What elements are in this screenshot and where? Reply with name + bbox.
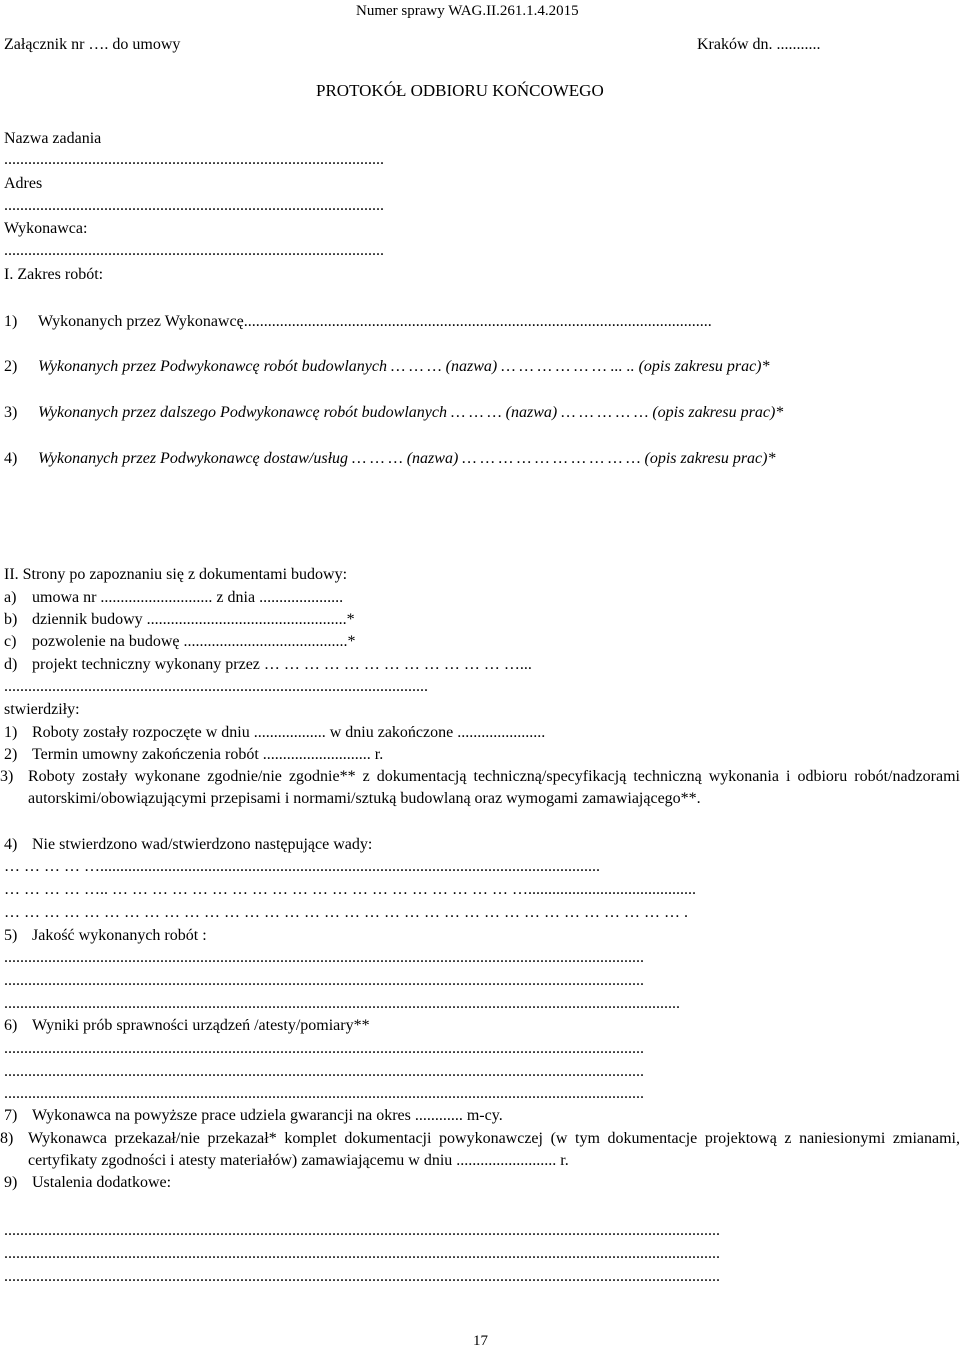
document-text: projekt techniczny wykonany przez … … … … … … … … … … … … …... [32, 656, 532, 673]
tests-line: ................................................................................................................................................................ [4, 1085, 644, 1102]
finding-2 [4, 745, 383, 765]
quality-line: ................................................................................................................................................................ [4, 972, 644, 989]
document-item-c [4, 632, 356, 652]
section-1-heading: I. Zakres robót: [4, 266, 104, 283]
finding-3 [0, 766, 960, 810]
defects-line: … … … … …............................................................................................................................. [4, 858, 600, 875]
document-letter: a) [4, 589, 17, 606]
document-item-b [4, 610, 355, 630]
finding-5 [4, 926, 207, 946]
document-text: dziennik budowy ..................................................* [32, 611, 355, 628]
finding-number: 3) [0, 768, 14, 785]
finding-text: Termin umowny zakończenia robót ........................... r. [32, 746, 384, 763]
finding-number: 1) [4, 724, 18, 741]
finding-9 [4, 1173, 171, 1193]
finding-text: Wykonawca na powyższe prace udziela gwarancji na okres ............ m-cy. [32, 1107, 503, 1124]
additional-line: ................................................................................................................................................................................... [4, 1268, 720, 1285]
task-fill: ............................................................................................... [4, 151, 384, 168]
tests-line: ................................................................................................................................................................ [4, 1040, 644, 1057]
document-item-d [4, 655, 532, 675]
finding-4 [4, 835, 372, 855]
tests-line: ................................................................................................................................................................ [4, 1063, 644, 1080]
finding-number: 6) [4, 1017, 18, 1034]
finding-number: 4) [4, 836, 18, 853]
additional-line: ................................................................................................................................................................................... [4, 1245, 720, 1262]
scope-item-3 [4, 403, 783, 423]
scope-item-text: Wykonanych przez Wykonawcę..................................................................................................................... [38, 313, 712, 330]
task-label: Nazwa zadania [4, 130, 102, 147]
document-letter: c) [4, 633, 17, 650]
finding-number: 5) [4, 927, 18, 944]
finding-text: Ustalenia dodatkowe: [32, 1174, 172, 1191]
scope-item-number: 1) [4, 313, 18, 330]
additional-line: ................................................................................................................................................................................... [4, 1222, 720, 1239]
section-2-heading: II. Strony po zapoznaniu się z dokumentami budowy: [4, 566, 348, 583]
finding-7 [4, 1106, 503, 1126]
scope-item-text: Wykonanych przez dalszego Podwykonawcę robót budowlanych … … … (nazwa) … … … … … (opis zakresu prac)* [38, 404, 784, 421]
address-fill: ............................................................................................... [4, 197, 384, 214]
scope-item-4 [4, 449, 775, 469]
scope-item-text: Wykonanych przez Podwykonawcę dostaw/usług … … … (nazwa) … … … … … … … … … … (opis zakresu prac)* [38, 450, 776, 467]
defects-line: … … … … ….. … … … … … … … … … … … … … … … … … … … … ….......................................... [4, 881, 696, 898]
contractor-label: Wykonawca: [4, 220, 88, 237]
page-number: 17 [473, 1333, 488, 1349]
document-letter: d) [4, 656, 18, 673]
page-title: PROTOKÓŁ ODBIORU KOŃCOWEGO [316, 81, 604, 100]
scope-item-text: Wykonanych przez Podwykonawcę robót budowlanych … … … (nazwa) … … … … … … ... .. (opis zakresu prac)* [38, 358, 770, 375]
finding-number: 2) [4, 746, 18, 763]
finding-text: Roboty zostały rozpoczęte w dniu .................. w dniu zakończone ...................... [32, 724, 546, 741]
finding-text: Wykonawca przekazał/nie przekazał* komplet dokumentacji powykonawczej (w tym dokumentacje projektową z naniesionymi zmianami, certyfikaty zgodności i atesty materiałów) zamawiającemu w dniu ......................... r. [28, 1130, 960, 1169]
scope-item-number: 4) [4, 450, 18, 467]
finding-1 [4, 723, 545, 743]
finding-text: Jakość wykonanych robót : [32, 927, 207, 944]
scope-item-number: 2) [4, 358, 18, 375]
finding-number: 8) [0, 1130, 14, 1147]
document-letter: b) [4, 611, 18, 628]
case-number: Numer sprawy WAG.II.261.1.4.2015 [356, 3, 579, 19]
scope-item-1 [4, 312, 960, 332]
scope-item-number: 3) [4, 404, 18, 421]
finding-8 [0, 1128, 960, 1172]
stated-label: stwierdziły: [4, 701, 80, 718]
quality-line: ................................................................................................................................................................ [4, 949, 644, 966]
address-label: Adres [4, 175, 43, 192]
attachment-label: Załącznik nr …. do umowy [4, 36, 181, 53]
scope-item-2 [4, 357, 770, 377]
contractor-fill: ............................................................................................... [4, 242, 384, 259]
defects-line: … … … … … … … … … … … … … … … … … … … … … … … … … … … … … … … … … … . [4, 904, 688, 921]
finding-text: Roboty zostały wykonane zgodnie/nie zgodnie** z dokumentacją techniczną/specyfikacją techniczną wykonania i odbioru robót/nadzorami autorskimi/obowiązującymi przepisami i normami/sztuką budowlaną oraz wymogami zamawiającego**. [28, 768, 960, 807]
finding-text: Wyniki prób sprawności urządzeń /atesty/pomiary** [32, 1017, 370, 1034]
quality-line: ......................................................................................................................................................................... [4, 995, 680, 1012]
document-text: umowa nr ............................ z dnia ..................... [32, 589, 344, 606]
document-item-a [4, 588, 343, 608]
document-d-continuation: .......................................................................................................... [4, 678, 428, 695]
finding-text: Nie stwierdzono wad/stwierdzono następujące wady: [32, 836, 373, 853]
finding-6 [4, 1016, 370, 1036]
finding-number: 7) [4, 1107, 18, 1124]
place-date: Kraków dn. ........... [697, 36, 821, 53]
document-text: pozwolenie na budowę .........................................* [32, 633, 356, 650]
finding-number: 9) [4, 1174, 18, 1191]
